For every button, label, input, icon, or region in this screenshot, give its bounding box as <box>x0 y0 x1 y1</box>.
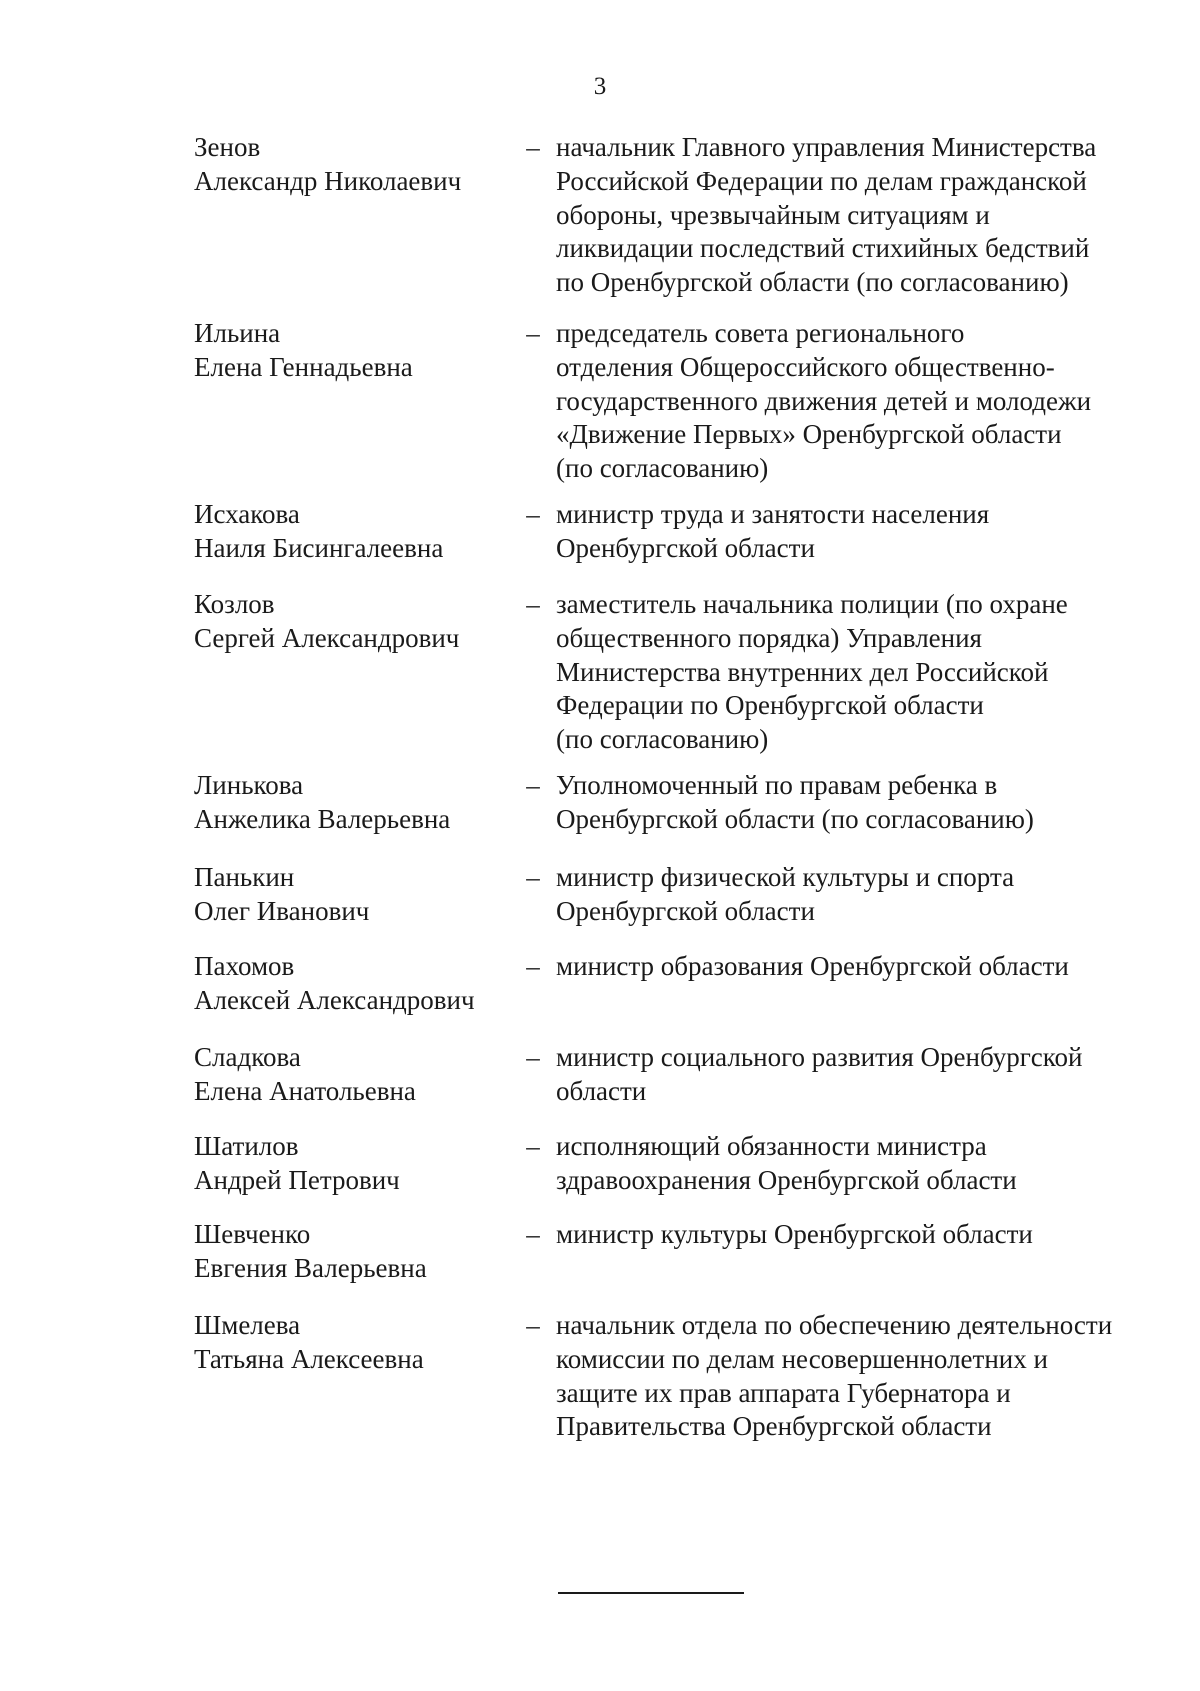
member-dash: – <box>526 951 540 981</box>
member-name <box>194 1309 494 1377</box>
member-dash: – <box>526 318 540 348</box>
member-position: начальник отдела по обеспечению деятельности комиссии по делам несовершеннолетних и защите их прав аппарата Губернатора и Правительства Оренбургской области <box>556 1310 1113 1442</box>
member-given-names: Наиля Бисингалеевна <box>194 532 444 563</box>
member-surname: Линькова <box>194 770 304 800</box>
member-given-names: Евгения Валерьевна <box>194 1252 427 1283</box>
member-name <box>194 1041 494 1109</box>
member-given-names: Елена Геннадьевна <box>194 351 413 382</box>
member-surname: Пахомов <box>194 951 295 981</box>
member-name <box>194 317 494 385</box>
page-number: 3 <box>593 73 607 100</box>
member-dash: – <box>526 132 540 162</box>
member-surname: Сладкова <box>194 1042 301 1072</box>
member-position: министр культуры Оренбургской области <box>556 1219 1033 1249</box>
member-name <box>194 1218 494 1286</box>
end-rule <box>558 1592 744 1594</box>
member-dash: – <box>526 862 540 892</box>
member-entry <box>0 1130 1200 1218</box>
member-given-names: Анжелика Валерьевна <box>194 803 451 834</box>
member-dash: – <box>526 1042 540 1072</box>
member-surname: Зенов <box>194 132 261 162</box>
member-given-names: Александр Николаевич <box>194 165 462 196</box>
member-surname: Шатилов <box>194 1131 299 1161</box>
member-dash: – <box>526 770 540 800</box>
member-entry <box>0 1309 1200 1449</box>
member-name <box>194 588 494 656</box>
member-position: министр труда и занятости населения Оренбургской области <box>556 499 990 563</box>
member-dash: – <box>526 1219 540 1249</box>
member-given-names: Андрей Петрович <box>194 1164 400 1195</box>
member-entry <box>0 498 1200 588</box>
member-name <box>194 861 494 929</box>
member-position: министр физической культуры и спорта Оренбургской области <box>556 862 1015 926</box>
member-position: председатель совета регионального отделения Общероссийского общественно- государственного движения детей и молодежи «Движение Первых» Оренбургской области (по согласованию) <box>556 318 1092 484</box>
member-entry <box>0 769 1200 861</box>
member-position: министр социального развития Оренбургской области <box>556 1042 1083 1106</box>
member-entry <box>0 131 1200 317</box>
member-entry <box>0 317 1200 498</box>
member-name <box>194 498 494 566</box>
member-surname: Козлов <box>194 589 275 619</box>
member-position: начальник Главного управления Министерства Российской Федерации по делам гражданской обороны, чрезвычайным ситуациям и ликвидации последствий стихийных бедствий по Оренбургской области (по согласованию) <box>556 132 1097 298</box>
member-name <box>194 950 494 1018</box>
member-given-names: Сергей Александрович <box>194 622 460 653</box>
member-position: министр образования Оренбургской области <box>556 951 1069 981</box>
member-entry <box>0 588 1200 769</box>
member-entry <box>0 861 1200 950</box>
member-name <box>194 131 494 199</box>
member-position: Уполномоченный по правам ребенка в Оренбургской области (по согласованию) <box>556 770 1034 834</box>
member-dash: – <box>526 1310 540 1340</box>
member-given-names: Елена Анатольевна <box>194 1075 416 1106</box>
member-name <box>194 1130 494 1198</box>
member-position: исполняющий обязанности министра здравоохранения Оренбургской области <box>556 1131 1017 1195</box>
member-name <box>194 769 494 837</box>
member-surname: Исхакова <box>194 499 300 529</box>
member-surname: Шевченко <box>194 1219 311 1249</box>
member-surname: Ильина <box>194 318 281 348</box>
member-surname: Шмелева <box>194 1310 301 1340</box>
member-given-names: Алексей Александрович <box>194 984 475 1015</box>
member-surname: Панькин <box>194 862 295 892</box>
member-given-names: Татьяна Алексеевна <box>194 1343 424 1374</box>
member-entry <box>0 1218 1200 1309</box>
member-position: заместитель начальника полиции (по охране общественного порядка) Управления Министерства внутренних дел Российской Федерации по Оренбургской области (по согласованию) <box>556 589 1068 755</box>
member-dash: – <box>526 1131 540 1161</box>
member-given-names: Олег Иванович <box>194 895 370 926</box>
member-entry <box>0 950 1200 1041</box>
members-list <box>0 131 1200 1449</box>
member-dash: – <box>526 499 540 529</box>
member-entry <box>0 1041 1200 1130</box>
member-dash: – <box>526 589 540 619</box>
